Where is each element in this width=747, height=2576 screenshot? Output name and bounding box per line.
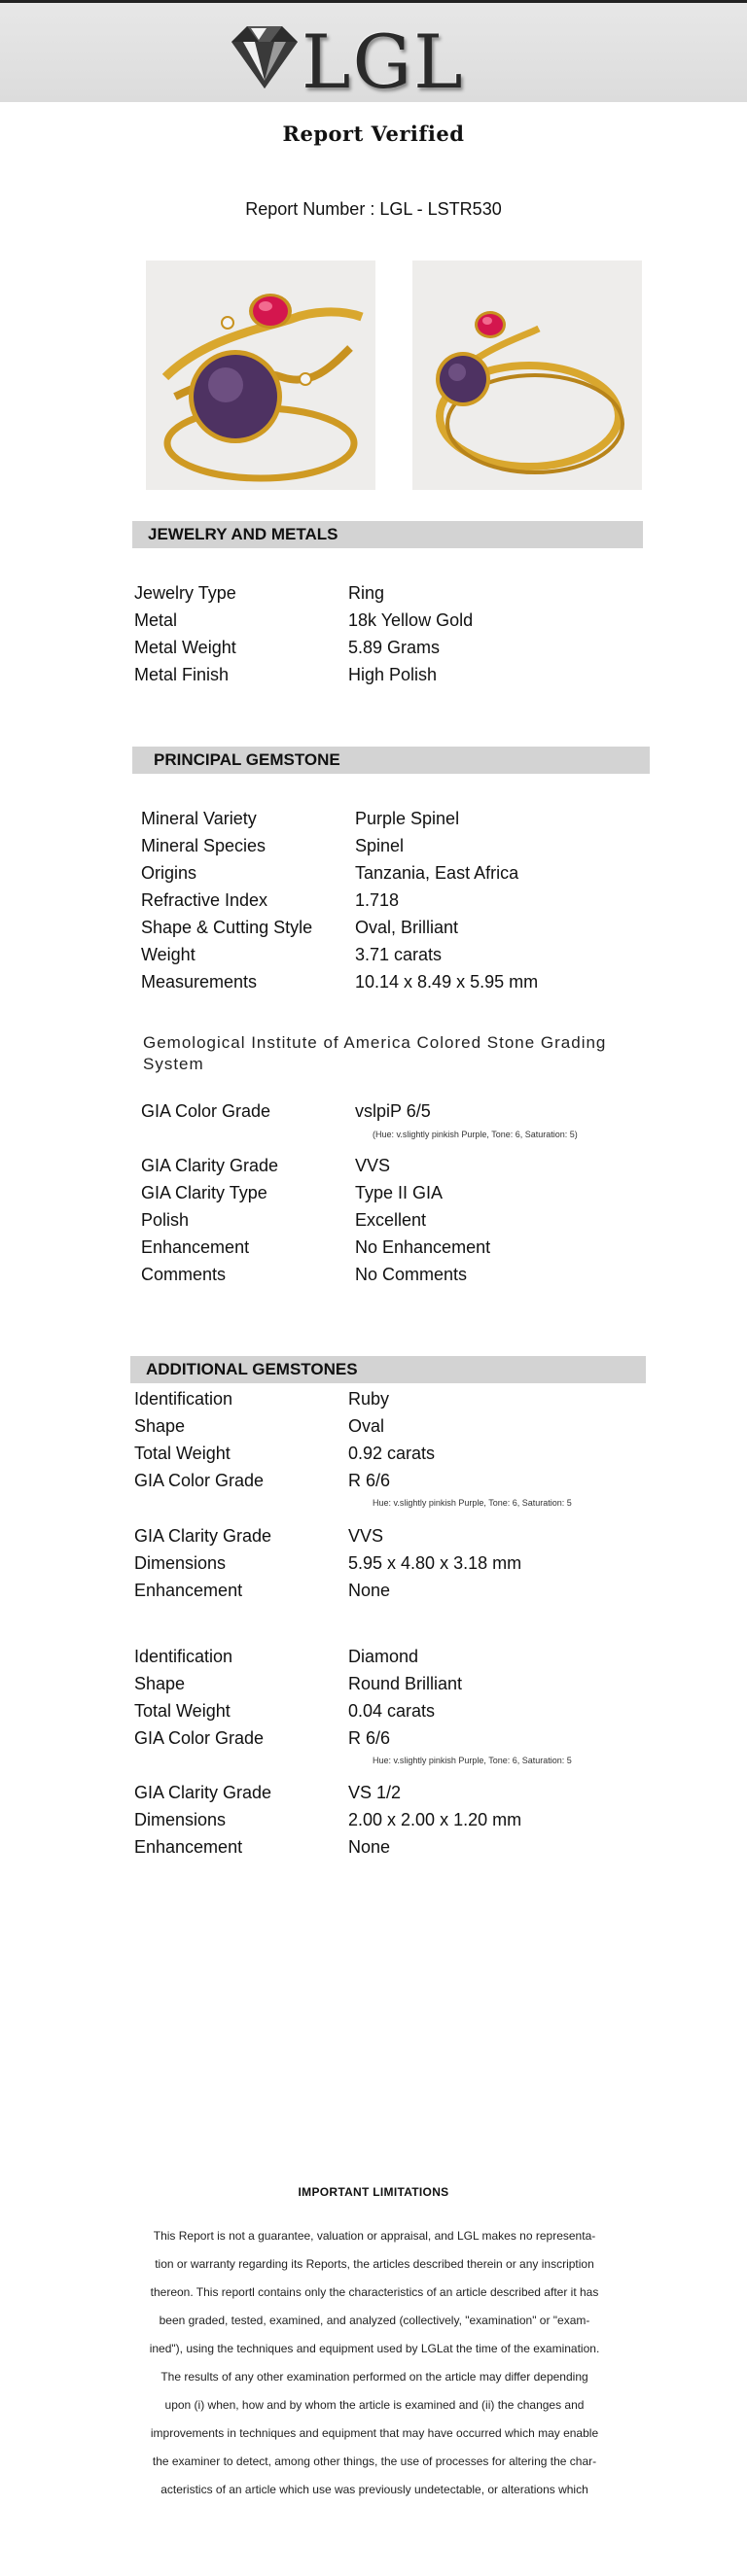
limitations-heading: IMPORTANT LIMITATIONS — [298, 2185, 449, 2199]
limitations-line: ined"), using the techniques and equipment used by LGLat the time of the examination. — [149, 2342, 600, 2355]
row-value: 1.718 — [355, 890, 400, 910]
report-number: Report Number : LGL - LSTR530 — [245, 199, 502, 219]
row-value: Type II GIA — [355, 1183, 444, 1202]
row-label: GIA Clarity Grade — [141, 1156, 279, 1175]
row-value: Spinel — [355, 836, 405, 855]
row-label: Refractive Index — [141, 890, 268, 910]
row-value: None — [348, 1581, 391, 1600]
ring-photo-front — [146, 261, 375, 490]
gia-grading-system-title: Gemological Institute of America Colored Stone Grading System — [143, 1033, 607, 1073]
row-value: VVS — [355, 1156, 391, 1175]
row-value: Round Brilliant — [348, 1674, 463, 1693]
gia-color-grade-label: GIA Color Grade — [141, 1101, 271, 1121]
row-value: 0.04 carats — [348, 1701, 436, 1721]
row-value: 2.00 x 2.00 x 1.20 mm — [348, 1810, 522, 1829]
row-value: High Polish — [348, 665, 438, 684]
row-label: Polish — [141, 1210, 190, 1230]
row-value: No Comments — [355, 1265, 468, 1284]
row-label: GIA Clarity Grade — [134, 1526, 272, 1546]
row-label: Shape — [134, 1416, 186, 1436]
row-value: 5.95 x 4.80 x 3.18 mm — [348, 1553, 522, 1573]
row-value: R 6/6 — [348, 1471, 391, 1490]
lgl-logo[interactable] — [226, 13, 479, 105]
row-value: 10.14 x 8.49 x 5.95 mm — [355, 972, 539, 992]
row-label: Mineral Variety — [141, 809, 257, 828]
row-label: Comments — [141, 1265, 227, 1284]
section-principal-heading: PRINCIPAL GEMSTONE — [132, 747, 650, 774]
row-value: R 6/6 — [348, 1728, 391, 1748]
row-label: Identification — [134, 1647, 233, 1666]
limitations-line: improvements in techniques and equipment that may have occurred which may enable — [150, 2426, 599, 2440]
row-label: Origins — [141, 863, 197, 883]
row-label: GIA Color Grade — [134, 1728, 265, 1748]
section-additional-heading: ADDITIONAL GEMSTONES — [130, 1356, 646, 1383]
row-label: Shape — [134, 1674, 186, 1693]
row-value: Purple Spinel — [355, 809, 460, 828]
row-value: 3.71 carats — [355, 945, 443, 964]
row-value: 5.89 Grams — [348, 638, 441, 657]
limitations-line: upon (i) when, how and by whom the article is examined and (ii) the changes and — [164, 2398, 585, 2412]
row-label: Total Weight — [134, 1701, 231, 1721]
row-label: Mineral Species — [141, 836, 267, 855]
limitations-line: been graded, tested, examined, and analyzed (collectively, "examination" or "exam- — [159, 2314, 590, 2327]
limitations-line: acteristics of an article which use was previously undetectable, or alterations which — [160, 2483, 588, 2496]
row-label: Identification — [134, 1389, 233, 1409]
row-label: GIA Clarity Grade — [134, 1783, 272, 1802]
limitations-line: tion or warranty regarding its Reports, the articles described therein or any inscription — [155, 2257, 594, 2271]
row-label: Metal Weight — [134, 638, 236, 657]
row-label: Shape & Cutting Style — [141, 918, 313, 937]
row-value: Oval — [348, 1416, 385, 1436]
row-value: Excellent — [355, 1210, 427, 1230]
row-value: 0.92 carats — [348, 1444, 436, 1463]
diamond-logo-icon — [226, 18, 303, 96]
limitations-line: This Report is not a guarantee, valuation or appraisal, and LGL makes no representa- — [153, 2229, 596, 2243]
site-header — [0, 3, 747, 105]
section-jewelry-heading: JEWELRY AND METALS — [132, 521, 643, 548]
color-grade-note: Hue: v.slightly pinkish Purple, Tone: 6, Saturation: 5 — [373, 1498, 572, 1508]
row-label: Weight — [141, 945, 196, 964]
gia-color-grade-note: (Hue: v.slightly pinkish Purple, Tone: 6, Saturation: 5) — [373, 1130, 578, 1139]
limitations-line: The results of any other examination performed on the article may differ depending — [160, 2370, 588, 2384]
row-value: Ring — [348, 583, 385, 603]
row-value: No Enhancement — [355, 1237, 491, 1257]
row-value: 18k Yellow Gold — [348, 610, 474, 630]
row-value: VS 1/2 — [348, 1783, 402, 1802]
row-value: Oval, Brilliant — [355, 918, 459, 937]
row-label: Dimensions — [134, 1553, 227, 1573]
row-value: Diamond — [348, 1647, 419, 1666]
row-value: VVS — [348, 1526, 384, 1546]
row-value: None — [348, 1837, 391, 1857]
row-label: Metal Finish — [134, 665, 230, 684]
row-value: Ruby — [348, 1389, 390, 1409]
limitations-line: the examiner to detect, among other things, the use of processes for altering the char- — [152, 2454, 597, 2468]
logo-text: LGL — [302, 18, 465, 105]
row-label: Enhancement — [134, 1581, 243, 1600]
page-title: Report Verified — [282, 122, 465, 146]
row-label: Enhancement — [141, 1237, 250, 1257]
gia-color-grade-value: vslpiP 6/5 — [355, 1101, 431, 1121]
row-label: Measurements — [141, 972, 258, 992]
color-grade-note: Hue: v.slightly pinkish Purple, Tone: 6, Saturation: 5 — [373, 1756, 572, 1765]
ring-photo-side — [412, 261, 642, 490]
row-label: Jewelry Type — [134, 583, 236, 603]
row-label: GIA Clarity Type — [141, 1183, 267, 1202]
row-label: Enhancement — [134, 1837, 243, 1857]
limitations-line: thereon. This reportl contains only the characteristics of an article described after it has — [150, 2285, 599, 2299]
row-label: Dimensions — [134, 1810, 227, 1829]
row-value: Tanzania, East Africa — [355, 863, 519, 883]
row-label: Metal — [134, 610, 178, 630]
row-label: Total Weight — [134, 1444, 231, 1463]
row-label: GIA Color Grade — [134, 1471, 265, 1490]
